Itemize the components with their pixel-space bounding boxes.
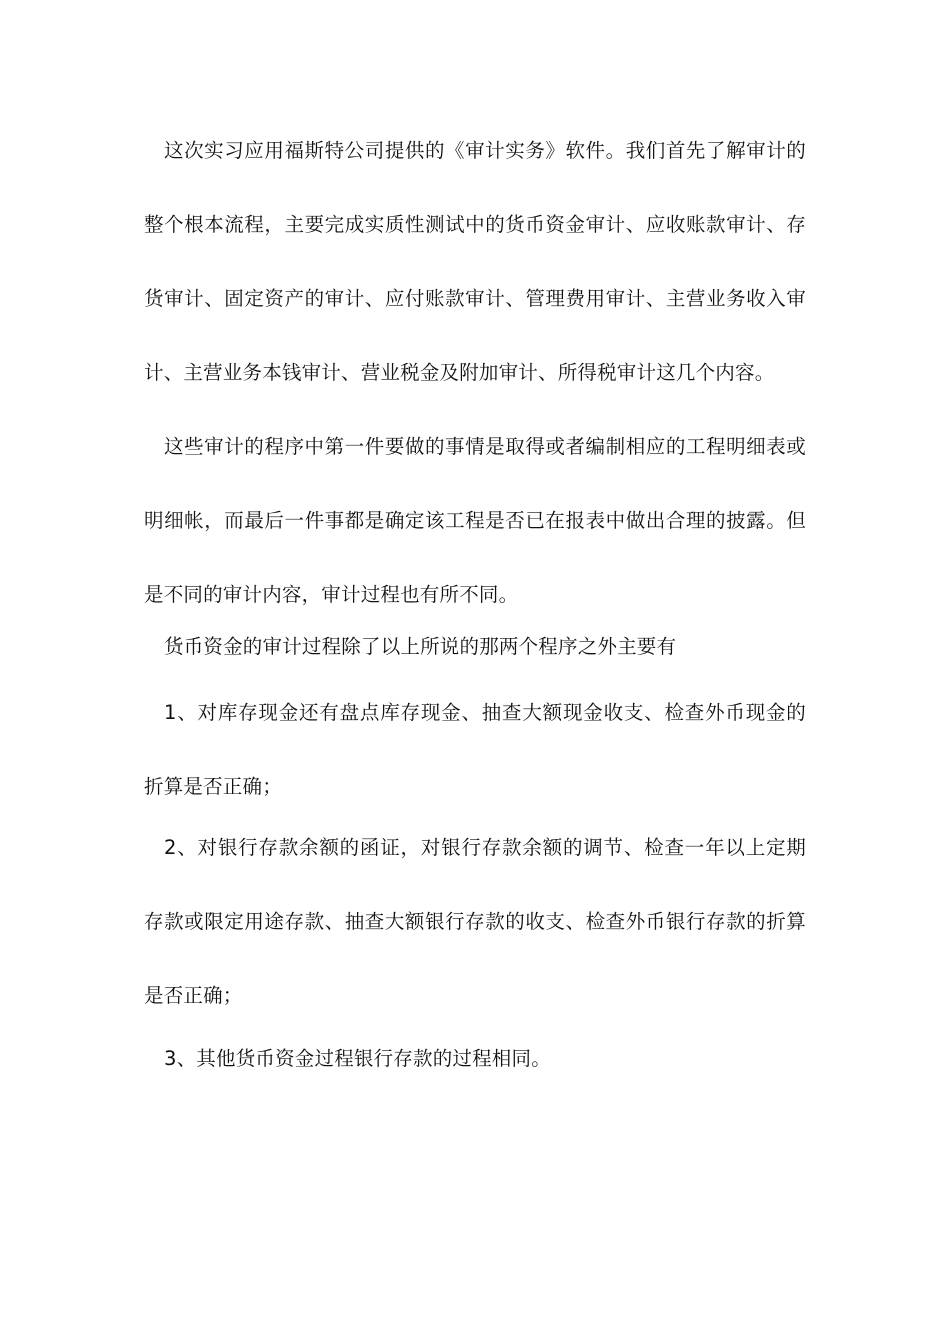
paragraph-cash-audit-lead: 货币资金的审计过程除了以上所说的那两个程序之外主要有	[164, 635, 677, 658]
list-item-cash-on-hand: 1、对库存现金还有盘点库存现金、抽查大额现金收支、检查外币现金的折算是否正确；	[144, 701, 806, 798]
list-item-other-funds: 3、其他货币资金过程银行存款的过程相同。	[164, 1047, 551, 1070]
list-item-bank-deposits: 2、对银行存款余额的函证，对银行存款余额的调节、检查一年以上定期存款或限定用途存款、抽查大额银行存款的收支、检查外币银行存款的折算是否正确；	[144, 836, 806, 1007]
paragraph-audit-procedures: 这些审计的程序中第一件要做的事情是取得或者编制相应的工程明细表或明细帐，而最后一件事都是确定该工程是否已在报表中做出合理的披露。但是不同的审计内容，审计过程也有所不同。	[144, 435, 806, 606]
paragraph-software-intro: 这次实习应用福斯特公司提供的《审计实务》软件。我们首先了解审计的整个根本流程，主要完成实质性测试中的货币资金审计、应收账款审计、存货审计、固定资产的审计、应付账款审计、管理费用审计、主营业务收入审计、主营业务本钱审计、营业税金及附加审计、所得税审计这几个内容。	[144, 139, 806, 384]
